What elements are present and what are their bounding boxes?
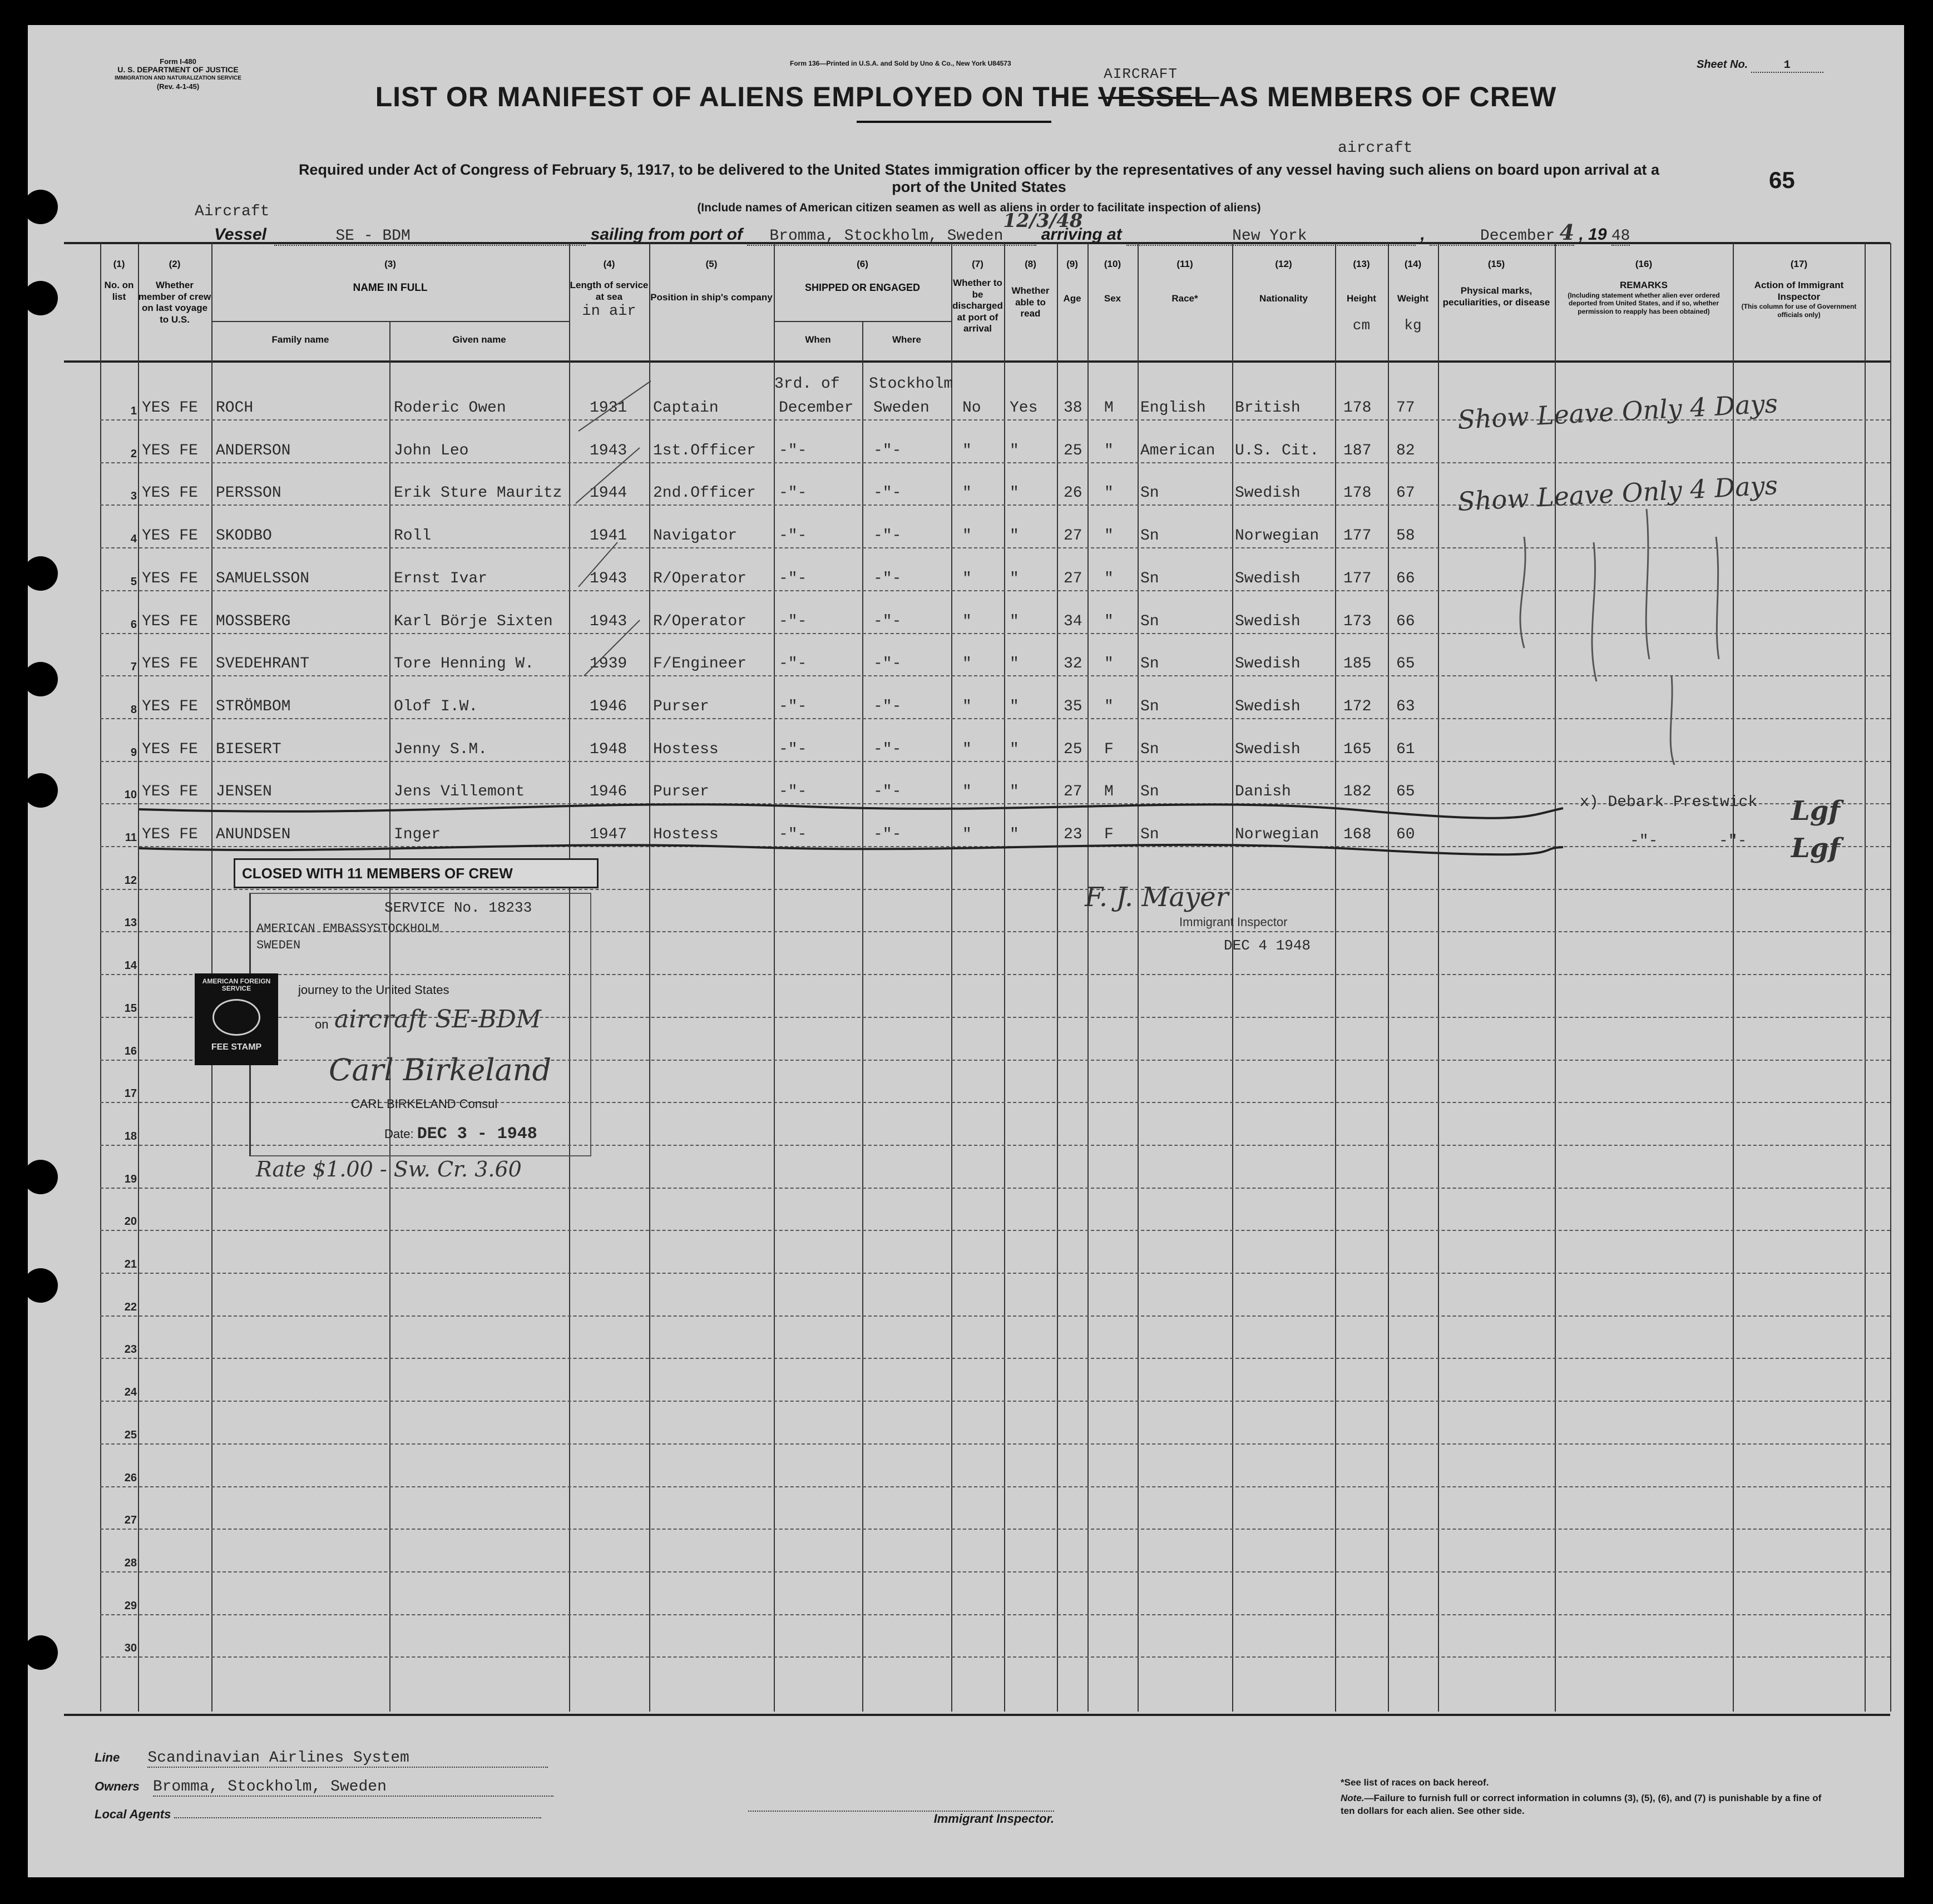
cell-when: -"- (779, 741, 807, 758)
year-value: 48 (1611, 228, 1630, 245)
cell-family: ROCH (216, 399, 254, 417)
footer-owners-row: Owners Bromma, Stockholm, Sweden (95, 1778, 553, 1797)
cell-service: 1946 (590, 783, 627, 800)
cell-when: -"- (779, 484, 807, 502)
row-number: 23 (124, 1343, 137, 1356)
cell-when: -"- (779, 698, 807, 715)
title-end: AS MEMBERS OF CREW (1219, 81, 1557, 112)
vessel-label: Vessel (214, 225, 266, 244)
cell-h: 165 (1343, 741, 1372, 758)
cell-position: Navigator (653, 527, 738, 545)
col-header-16: (16) REMARKS (Including statement whether alien ever ordered deported from United States, and if so, whether permission to reapply has been obtained) (1568, 259, 1720, 315)
page-number: 65 (1769, 167, 1795, 193)
col-header-3-given: Given name (452, 334, 506, 345)
on-value: aircraft SE-BDM (334, 1005, 541, 1033)
cell-sex: " (1104, 570, 1114, 587)
rate-note: Rate $1.00 - Sw. Cr. 3.60 (256, 1157, 522, 1181)
row-number: 4 (130, 533, 137, 545)
fee-stamp: AMERICAN FOREIGN SERVICE FEE STAMP (195, 973, 278, 1065)
cell-sex: " (1104, 698, 1114, 715)
on-label: on (315, 1017, 329, 1031)
col-header-9: (9) Age (1063, 259, 1081, 304)
row-line (100, 1571, 1890, 1572)
cell-nat: Norwegian (1235, 826, 1319, 843)
service-no: SERVICE No. 18233 (384, 899, 532, 916)
col-header-3: (3) NAME IN FULL (353, 259, 428, 294)
cell-position: 2nd.Officer (653, 484, 756, 502)
row-number: 7 (130, 661, 137, 673)
cell-family: PERSSON (216, 484, 281, 502)
cell-age: 32 (1064, 655, 1082, 672)
races-note: *See list of races on back hereof. (1341, 1777, 1489, 1788)
cell-age: 38 (1064, 399, 1082, 417)
row-number: 27 (124, 1514, 137, 1526)
cell-race: Sn (1140, 698, 1159, 715)
cell-position: Hostess (653, 826, 719, 843)
cell-nat: Danish (1235, 783, 1291, 800)
cell-disch: " (962, 442, 972, 459)
footer-agents-row: Local Agents (95, 1807, 541, 1822)
cell-where: -"- (873, 655, 902, 672)
cell-family: SKODBO (216, 527, 272, 545)
cell-w: 65 (1396, 655, 1415, 672)
cell-nat: Swedish (1235, 741, 1301, 758)
cell-w: 66 (1396, 570, 1415, 587)
cell-w: 60 (1396, 826, 1415, 843)
col-header-5: (5) Position in ship's company (650, 259, 773, 303)
row-number: 6 (130, 619, 137, 631)
cell-where: -"- (873, 527, 902, 545)
col-header-12: (12) Nationality (1259, 259, 1308, 304)
consul-date: Date: DEC 3 - 1948 (384, 1125, 537, 1144)
inspector-signature: F. J. Mayer (1085, 882, 1229, 913)
cell-nat: Swedish (1235, 484, 1301, 502)
cell-age: 27 (1064, 527, 1082, 545)
cell-service: 1943 (590, 442, 627, 459)
cell-h: 185 (1343, 655, 1372, 672)
cell-race: English (1140, 399, 1206, 417)
title-struck: VESSEL AIRCRAFT (1098, 66, 1211, 112)
row-number: 11 (125, 832, 137, 844)
row-line (100, 1230, 1890, 1231)
cell-sex: M (1104, 399, 1114, 417)
cell-sex: M (1104, 783, 1114, 800)
punch-hole (23, 1635, 58, 1670)
manifest-sheet (28, 25, 1904, 1877)
cell-disch: " (962, 826, 972, 843)
col-header-6-when: When (805, 334, 831, 345)
subtitle-line: Required under Act of Congress of February 5, 1917, to be delivered to the United States immigration officer by the representatives of any vessel having such aliens on board upon arrival at a (298, 161, 1660, 178)
cell-w: 63 (1396, 698, 1415, 715)
cell-race: Sn (1140, 655, 1159, 672)
cell-prev: YES FE (142, 484, 198, 502)
col-header-2: (2) Whether member of crew on last voyage to U.S. (138, 259, 211, 325)
shipped-when-top: 3rd. of (774, 375, 840, 393)
cell-read: " (1010, 613, 1019, 630)
voyage-line: Vessel SE - BDM sailing from port of Bromma, Stockholm, Sweden 12/3/48 arriving at New York , December 4 , 19 48 (214, 210, 1630, 245)
row-number: 26 (124, 1472, 137, 1484)
inspector-label: Immigrant Inspector (1179, 915, 1288, 929)
cell-when: -"- (779, 570, 807, 587)
cell-sex: " (1104, 527, 1114, 545)
cell-disch: " (962, 527, 972, 545)
cell-disch: " (962, 484, 972, 502)
cell-disch: " (962, 783, 972, 800)
cell-disch: " (962, 698, 972, 715)
cell-sex: F (1104, 826, 1114, 843)
cell-where: -"- (873, 613, 902, 630)
cell-w: 67 (1396, 484, 1415, 502)
row-line (100, 1316, 1890, 1317)
cell-sex: F (1104, 741, 1114, 758)
cell-when: -"- (779, 527, 807, 545)
cell-disch: " (962, 655, 972, 672)
cell-w: 66 (1396, 613, 1415, 630)
closed-stamp: CLOSED WITH 11 MEMBERS OF CREW (234, 858, 599, 888)
col-header-10: (10) Sex (1104, 259, 1121, 304)
cell-given: John Leo (394, 442, 469, 459)
cell-nat: Swedish (1235, 613, 1301, 630)
form-id-line: (Rev. 4-1-45) (156, 82, 200, 91)
footer (95, 1749, 1875, 1861)
cell-h: 178 (1343, 399, 1372, 417)
col-header-7: (7) Whether to be discharged at port of arrival (952, 259, 1003, 334)
cell-family: STRÖMBOM (216, 698, 291, 715)
col-header-6-where: Where (892, 334, 921, 345)
cell-service: 1948 (590, 741, 627, 758)
footer-line-row: Line Scandinavian Airlines System (95, 1749, 548, 1768)
cell-given: Ernst Ivar (394, 570, 488, 587)
inspector-initials: Lgf Lgf (1791, 795, 1840, 864)
row-number: 24 (124, 1386, 137, 1398)
cell-h: 173 (1343, 613, 1372, 630)
consul-name: CARL BIRKELAND Consul (351, 1097, 498, 1111)
cell-h: 172 (1343, 698, 1372, 715)
row-line (100, 1614, 1890, 1615)
form-id-line: Form I-480 (160, 57, 196, 66)
cell-race: Sn (1140, 484, 1159, 502)
cell-given: Karl Börje Sixten (394, 613, 553, 630)
cell-nat: Swedish (1235, 698, 1301, 715)
cell-where: -"- (873, 570, 902, 587)
row-number: 21 (124, 1258, 137, 1270)
cell-sex: " (1104, 655, 1114, 672)
row-number: 3 (130, 490, 137, 502)
arriving-label: arriving at (1041, 225, 1122, 244)
row-line (100, 1486, 1890, 1487)
year-prefix: 19 (1588, 225, 1607, 244)
cell-w: 58 (1396, 527, 1415, 545)
row-number: 19 (124, 1173, 137, 1185)
row-line (100, 1529, 1890, 1530)
cell-sex: " (1104, 442, 1114, 459)
row-number: 14 (124, 960, 137, 972)
footer-inspector: Immigrant Inspector. (748, 1811, 1054, 1826)
cell-age: 35 (1064, 698, 1082, 715)
cell-service: 1943 (590, 570, 627, 587)
cell-position: Purser (653, 783, 709, 800)
row-number: 29 (124, 1600, 137, 1612)
col-header-4: (4) Length of service at sea in air (570, 259, 649, 320)
inspector-date: DEC 4 1948 (1224, 937, 1311, 954)
cell-when: December (779, 399, 854, 417)
cell-service: 1944 (590, 484, 627, 502)
cell-given: Olof I.W. (394, 698, 478, 715)
cell-disch: " (962, 570, 972, 587)
cell-position: Hostess (653, 741, 719, 758)
row-number: 5 (130, 576, 137, 588)
cell-race: Sn (1140, 527, 1159, 545)
cell-position: R/Operator (653, 570, 747, 587)
cell-age: 27 (1064, 783, 1082, 800)
cell-where: -"- (873, 698, 902, 715)
row-number: 9 (130, 746, 137, 759)
fine-note: Note.—Failure to furnish full or correct information in columns (3), (5), (6), and (7) is punishable by a fine of ten dollars for each alien. See other side. (1341, 1793, 1822, 1816)
cell-w: 77 (1396, 399, 1415, 417)
row-line (100, 1273, 1890, 1274)
cell-h: 178 (1343, 484, 1372, 502)
row-number: 12 (124, 874, 137, 887)
vessel-label-typed: Aircraft (195, 203, 270, 220)
row-number: 17 (124, 1087, 137, 1100)
col-header-8: (8) Whether able to read (1011, 259, 1050, 319)
cell-read: Yes (1010, 399, 1038, 417)
col-header-11: (11) Race* (1171, 259, 1198, 304)
cell-given: Inger (394, 826, 441, 843)
cell-when: -"- (779, 442, 807, 459)
punch-hole (23, 1268, 58, 1303)
col-header-13: (13) Height cm (1347, 259, 1376, 334)
punch-hole (23, 1160, 58, 1194)
title-insert: AIRCRAFT (1104, 66, 1178, 82)
col-header-1: (1) No. on list (104, 259, 134, 302)
cell-read: " (1010, 484, 1019, 502)
cell-position: F/Engineer (653, 655, 747, 672)
date-month: December (1480, 228, 1555, 245)
cell-when: -"- (779, 613, 807, 630)
cell-h: 177 (1343, 570, 1372, 587)
cell-read: " (1010, 655, 1019, 672)
row-number: 1 (130, 405, 137, 417)
cell-disch: " (962, 741, 972, 758)
row-number: 20 (124, 1215, 137, 1228)
cell-age: 34 (1064, 613, 1082, 630)
form-id-line: IMMIGRATION AND NATURALIZATION SERVICE (115, 75, 241, 81)
shipped-where-top: Stockholm (869, 375, 953, 393)
vessel-value: SE - BDM (335, 228, 411, 245)
remark-hand-row1: Show Leave Only 4 Days (1456, 388, 1779, 436)
cell-race: Sn (1140, 613, 1159, 630)
row-line (100, 1656, 1890, 1658)
cell-family: ANUNDSEN (216, 826, 291, 843)
arriving-value: New York (1232, 228, 1307, 245)
cell-h: 177 (1343, 527, 1372, 545)
cell-where: -"- (873, 783, 902, 800)
col-header-6: (6) SHIPPED OR ENGAGED (804, 259, 921, 294)
cell-prev: YES FE (142, 698, 198, 715)
form-id-line: U. S. DEPARTMENT OF JUSTICE (117, 65, 239, 74)
row-number: 8 (130, 704, 137, 716)
cell-family: JENSEN (216, 783, 272, 800)
cell-nat: Swedish (1235, 570, 1301, 587)
cell-position: Captain (653, 399, 719, 417)
cell-family: SAMUELSSON (216, 570, 310, 587)
cell-given: Erik Sture Mauritz (394, 484, 562, 502)
title-main: LIST OR MANIFEST OF ALIENS EMPLOYED ON THE (375, 81, 1090, 112)
cell-nat: British (1235, 399, 1301, 417)
footer-owners-value: Bromma, Stockholm, Sweden (153, 1778, 553, 1797)
cell-h: 182 (1343, 783, 1372, 800)
cell-age: 25 (1064, 442, 1082, 459)
row-number: 16 (124, 1045, 137, 1057)
cell-given: Roderic Owen (394, 399, 506, 417)
subtitle-line: (Include names of American citizen seamen as well as aliens in order to facilitate inspection of aliens) (697, 201, 1261, 214)
row-number: 28 (124, 1557, 137, 1569)
footer-line-value: Scandinavian Airlines System (147, 1749, 548, 1768)
cell-given: Roll (394, 527, 432, 545)
row-line (100, 1188, 1890, 1189)
row-number: 2 (130, 448, 137, 460)
row-number: 10 (124, 789, 137, 801)
cell-when: -"- (779, 783, 807, 800)
col-header-15: (15) Physical marks, peculiarities, or disease (1442, 259, 1550, 308)
cell-when: -"- (779, 655, 807, 672)
col-header-14: (14) Weight kg (1397, 259, 1429, 334)
row-line (100, 1401, 1890, 1402)
subtitle-insert: aircraft (1338, 140, 1413, 157)
cell-position: Purser (653, 698, 709, 715)
sheet-label: Sheet No. (1697, 58, 1748, 71)
embassy: AMERICAN EMBASSY (256, 922, 374, 936)
sailing-label: sailing from port of (590, 225, 743, 244)
row-number: 25 (124, 1429, 137, 1441)
col-header-17: (17) Action of Immigrant Inspector (This column for use of Government officials only) (1741, 259, 1857, 319)
cell-prev: YES FE (142, 399, 198, 417)
cell-read: " (1010, 826, 1019, 843)
cell-service: 1943 (590, 613, 627, 630)
cell-service: 1931 (590, 399, 627, 417)
cell-where: -"- (873, 484, 902, 502)
cell-race: Sn (1140, 826, 1159, 843)
cell-read: " (1010, 783, 1019, 800)
cell-family: BIESERT (216, 741, 281, 758)
embassy-country: SWEDEN (256, 938, 301, 952)
cell-where: Sweden (873, 399, 930, 417)
cell-prev: YES FE (142, 442, 198, 459)
handwritten-date: 12/3/48 (1003, 210, 1083, 232)
cell-disch: " (962, 613, 972, 630)
cell-nat: Norwegian (1235, 527, 1319, 545)
row-number: 18 (124, 1130, 137, 1143)
cell-read: " (1010, 527, 1019, 545)
cell-where: -"- (873, 442, 902, 459)
row-number: 22 (124, 1301, 137, 1313)
cell-where: -"- (873, 826, 902, 843)
row-number: 30 (124, 1642, 137, 1654)
consul-signature: Carl Birkeland (329, 1052, 552, 1087)
cell-prev: YES FE (142, 655, 198, 672)
cell-h: 168 (1343, 826, 1372, 843)
row-line (100, 1358, 1890, 1359)
cell-w: 82 (1396, 442, 1415, 459)
cell-age: 27 (1064, 570, 1082, 587)
cell-w: 65 (1396, 783, 1415, 800)
cell-race: Sn (1140, 783, 1159, 800)
cell-read: " (1010, 741, 1019, 758)
port-value: Bromma, Stockholm, Sweden (769, 228, 1003, 245)
remark-typed-row11-col17: -"- (1719, 833, 1747, 850)
cell-where: -"- (873, 741, 902, 758)
consul-stamp (249, 893, 591, 1156)
cell-service: 1947 (590, 826, 627, 843)
cell-given: Jenny S.M. (394, 741, 488, 758)
subtitle-line: port of the United States (892, 179, 1066, 195)
cell-family: ANDERSON (216, 442, 291, 459)
cell-prev: YES FE (142, 741, 198, 758)
cell-race: Sn (1140, 741, 1159, 758)
printer-note: Form 136—Printed in U.S.A. and Sold by Uno & Co., New York U84573 (790, 60, 1011, 67)
remark-typed-row10: x) Debark Prestwick (1580, 794, 1758, 811)
sheet-value: 1 (1751, 59, 1823, 73)
cell-when: -"- (779, 826, 807, 843)
cell-prev: YES FE (142, 527, 198, 545)
cell-read: " (1010, 698, 1019, 715)
cell-family: MOSSBERG (216, 613, 291, 630)
strike-through-lines (28, 25, 1904, 915)
cell-given: Tore Henning W. (394, 655, 535, 672)
cell-position: R/Operator (653, 613, 747, 630)
remark-hand-row3: Show Leave Only 4 Days (1456, 469, 1779, 517)
cell-position: 1st.Officer (653, 442, 756, 459)
row-number: 13 (124, 917, 137, 929)
cell-sex: " (1104, 613, 1114, 630)
cell-family: SVEDEHRANT (216, 655, 310, 672)
cell-race: Sn (1140, 570, 1159, 587)
row-number: 15 (124, 1002, 137, 1015)
cell-age: 26 (1064, 484, 1082, 502)
row-line (100, 1443, 1890, 1445)
cell-age: 25 (1064, 741, 1082, 758)
cell-prev: YES FE (142, 826, 198, 843)
col-header-3-family: Family name (271, 334, 329, 345)
cell-read: " (1010, 442, 1019, 459)
journey-text: journey to the United States (298, 983, 449, 997)
cell-nat: U.S. Cit. (1235, 442, 1319, 459)
cell-prev: YES FE (142, 783, 198, 800)
cell-service: 1946 (590, 698, 627, 715)
cell-age: 23 (1064, 826, 1082, 843)
cell-given: Jens Villemont (394, 783, 525, 800)
cell-race: American (1140, 442, 1215, 459)
cell-service: 1941 (590, 527, 627, 545)
date-day: 4 (1559, 220, 1575, 245)
cell-w: 61 (1396, 741, 1415, 758)
embassy-city: STOCKHOLM (373, 922, 439, 936)
cell-disch: No (962, 399, 981, 417)
cell-h: 187 (1343, 442, 1372, 459)
cell-prev: YES FE (142, 613, 198, 630)
cell-sex: " (1104, 484, 1114, 502)
cell-nat: Swedish (1235, 655, 1301, 672)
cell-read: " (1010, 570, 1019, 587)
cell-service: 1939 (590, 655, 627, 672)
remark-typed-row11-col16: -"- (1630, 833, 1658, 850)
cell-prev: YES FE (142, 570, 198, 587)
